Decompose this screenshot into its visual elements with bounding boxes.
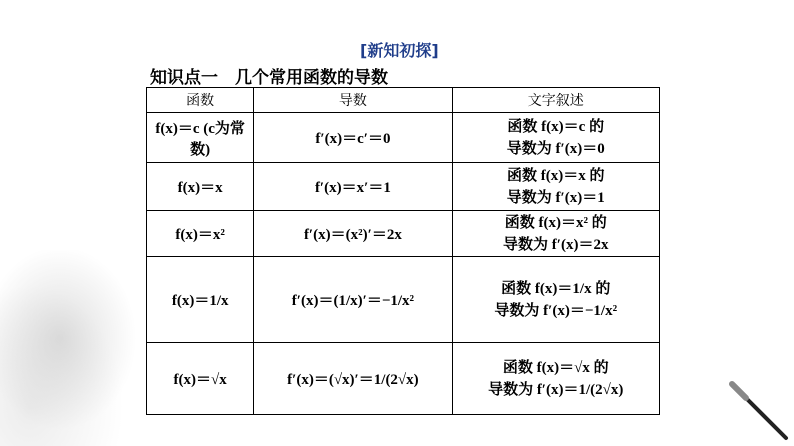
table-row [147, 257, 660, 343]
table-row [147, 343, 660, 415]
table-row [147, 211, 660, 257]
function-cell: f(x)＝x² [147, 211, 254, 257]
derivative-table [146, 87, 660, 415]
description-line: 函数 f(x)＝c 的 [507, 118, 605, 135]
table-row [147, 113, 660, 163]
description-cell [452, 163, 660, 211]
description-cell [452, 113, 660, 163]
description-line: 导数为 f′(x)＝1/(2√x) [488, 381, 624, 398]
derivative-cell: f′(x)＝c′＝0 [254, 113, 452, 163]
function-cell: f(x)＝c (c为常数) [147, 113, 254, 163]
page-title: 知识点一 几个常用函数的导数 [150, 68, 388, 88]
description-line: 导数为 f′(x)＝2x [503, 236, 609, 253]
table-row [147, 163, 660, 211]
header-function: 函数 [147, 88, 254, 113]
description-cell [452, 257, 660, 343]
description-cell [452, 343, 660, 415]
description-line: 导数为 f′(x)＝−1/x² [494, 302, 618, 319]
header-description: 文字叙述 [452, 88, 660, 113]
header-derivative: 导数 [254, 88, 452, 113]
description-line: 导数为 f′(x)＝1 [506, 189, 605, 206]
derivative-cell: f′(x)＝x′＝1 [254, 163, 452, 211]
description-line: 函数 f(x)＝√x 的 [502, 359, 609, 376]
description-line: 函数 f(x)＝1/x 的 [501, 280, 611, 297]
function-cell: f(x)＝x [147, 163, 254, 211]
function-cell: f(x)＝√x [147, 343, 254, 415]
derivative-cell: f′(x)＝(√x)′＝1/(2√x) [254, 343, 452, 415]
description-line: 函数 f(x)＝x² 的 [504, 214, 607, 231]
brush-icon [724, 376, 794, 446]
function-cell: f(x)＝1/x [147, 257, 254, 343]
table-header-row [147, 88, 660, 113]
description-line: 导数为 f′(x)＝0 [506, 140, 605, 157]
ink-wash-decoration [0, 250, 150, 446]
derivative-cell: f′(x)＝(1/x)′＝−1/x² [254, 257, 452, 343]
derivative-cell: f′(x)＝(x²)′＝2x [254, 211, 452, 257]
description-line: 函数 f(x)＝x 的 [507, 167, 605, 184]
description-cell [452, 211, 660, 257]
section-tag: [新知初探] [360, 41, 439, 60]
